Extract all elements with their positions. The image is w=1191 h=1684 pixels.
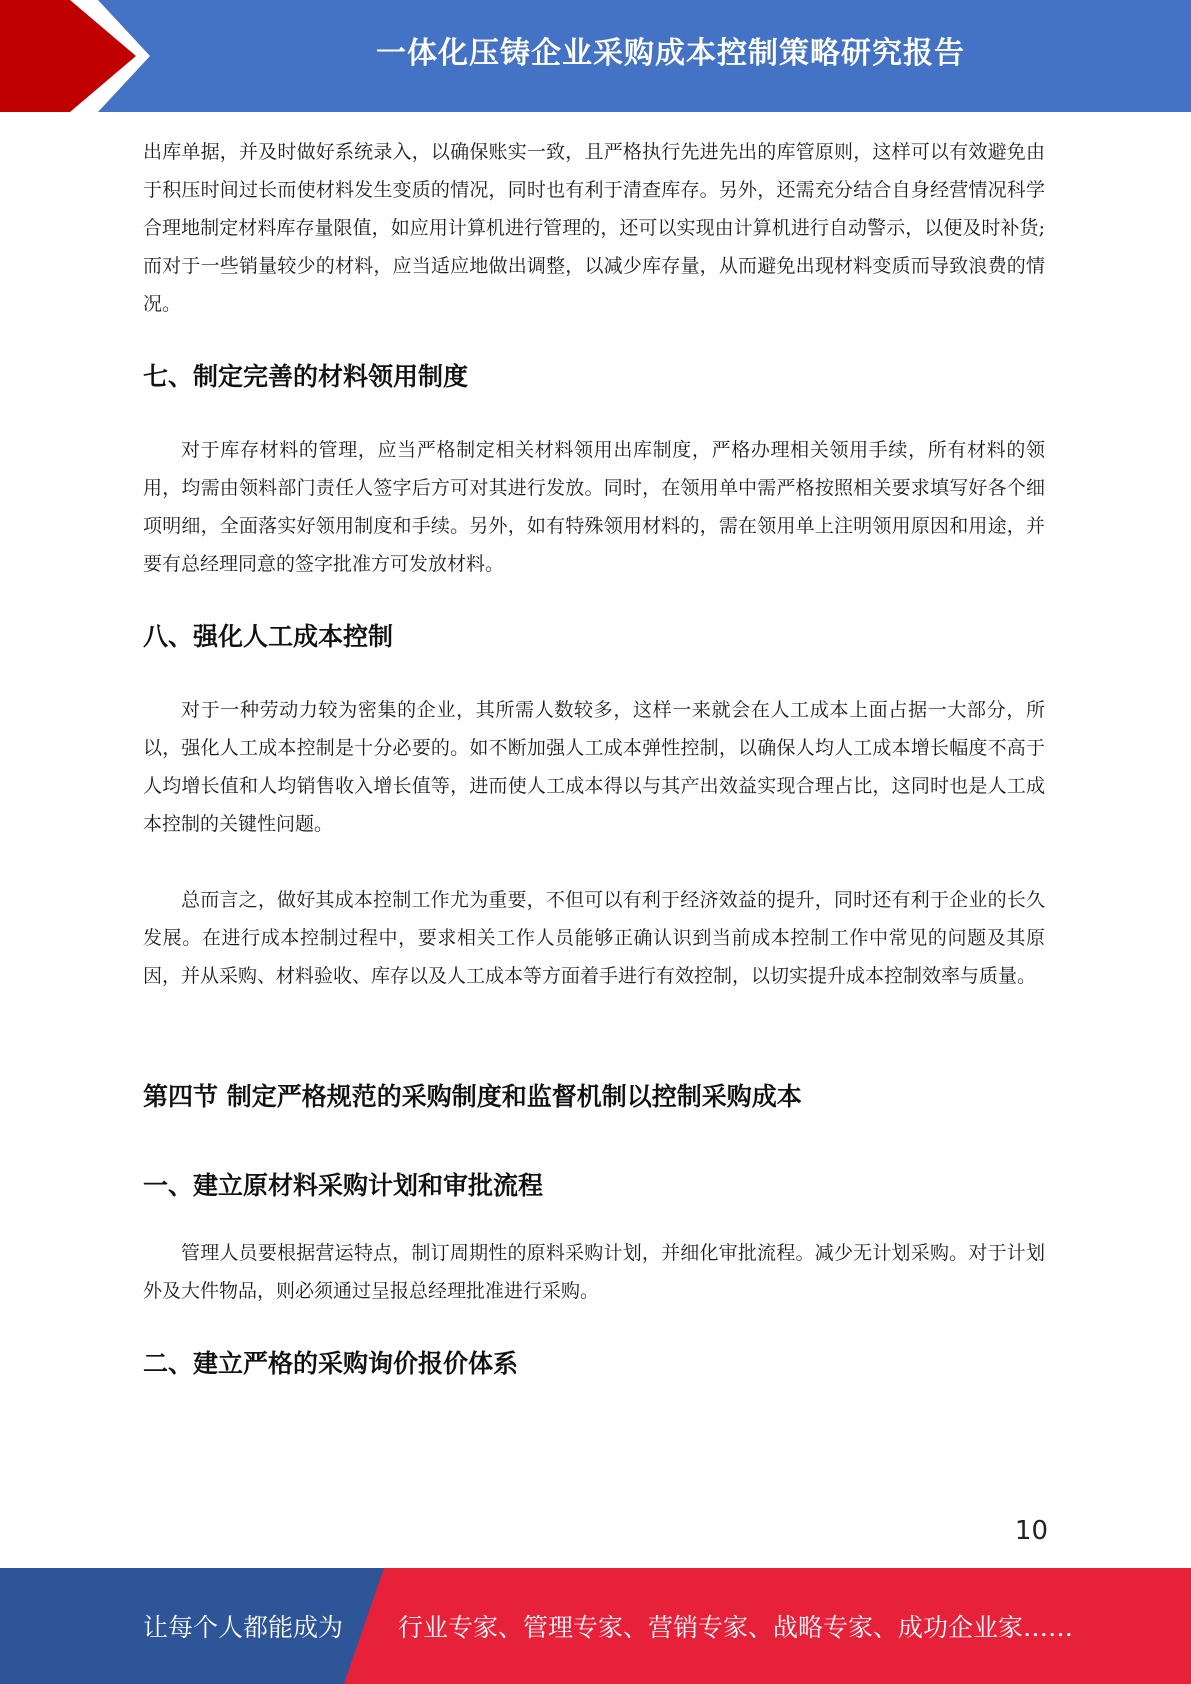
heading-purchase-plan: 一、建立原材料采购计划和审批流程: [143, 1171, 544, 1200]
page-header: [0, 0, 1191, 112]
heading-material-requisition: 七、制定完善的材料领用制度: [143, 362, 469, 391]
section-title: 第四节 制定严格规范的采购制度和监督机制以控制采购成本: [143, 1082, 802, 1111]
footer-slogan-left: 让每个人都能成为: [143, 1613, 344, 1642]
paragraph-requisition: 对于库存材料的管理，应当严格制定相关材料领用出库制度，严格办理相关领用手续，所有材料的领用，均需由领料部门责任人签字后方可对其进行发放。同时，在领用单中需严格按照相关要求填写好各个细项明细，全面落实好领用制度和手续。另外，如有特殊领用材料的，需在领用单上注明领用原因和用途，并要有总经理同意的签字批准方可发放材料。: [143, 439, 1045, 575]
footer-slogan-right: 行业专家、管理专家、营销专家、战略专家、成功企业家……: [398, 1613, 1074, 1642]
page-footer: [0, 1568, 1191, 1684]
header-title: 一体化压铸企业采购成本控制策略研究报告: [376, 36, 965, 71]
paragraph-inventory: 出库单据，并及时做好系统录入，以确保账实一致，且严格执行先进先出的库管原则，这样可以有效避免由于积压时间过长而使材料发生变质的情况，同时也有利于清查库存。另外，还需充分结合自身经营情况科学合理地制定材料库存量限值，如应用计算机进行管理的，还可以实现由计算机进行自动警示，以便及时补货;而对于一些销量较少的材料，应当适应地做出调整，以减少库存量，从而避免出现材料变质而导致浪费的情况。: [143, 141, 1045, 315]
document-body: [143, 133, 1045, 1384]
paragraph-summary: 总而言之，做好其成本控制工作尤为重要，不但可以有利于经济效益的提升，同时还有利于企业的长久发展。在进行成本控制过程中，要求相关工作人员能够正确认识到当前成本控制工作中常见的问题及其原因，并从采购、材料验收、库存以及人工成本等方面着手进行有效控制，以切实提升成本控制效率与质量。: [143, 889, 1045, 987]
paragraph-purchase-plan: 管理人员要根据营运特点，制订周期性的原料采购计划，并细化审批流程。减少无计划采购。对于计划外及大件物品，则必须通过呈报总经理批准进行采购。: [143, 1242, 1045, 1302]
heading-price-inquiry: 二、建立严格的采购询价报价体系: [143, 1349, 519, 1378]
page-number: 10: [1014, 1516, 1048, 1546]
heading-labor-cost: 八、强化人工成本控制: [143, 622, 394, 651]
paragraph-labor-cost: 对于一种劳动力较为密集的企业，其所需人数较多，这样一来就会在人工成本上面占据一大部分，所以，强化人工成本控制是十分必要的。如不断加强人工成本弹性控制，以确保人均人工成本增长幅度不高于人均增长值和人均销售收入增长值等，进而使人工成本得以与其产出效益实现合理占比，这同时也是人工成本控制的关键性问题。: [143, 699, 1045, 835]
